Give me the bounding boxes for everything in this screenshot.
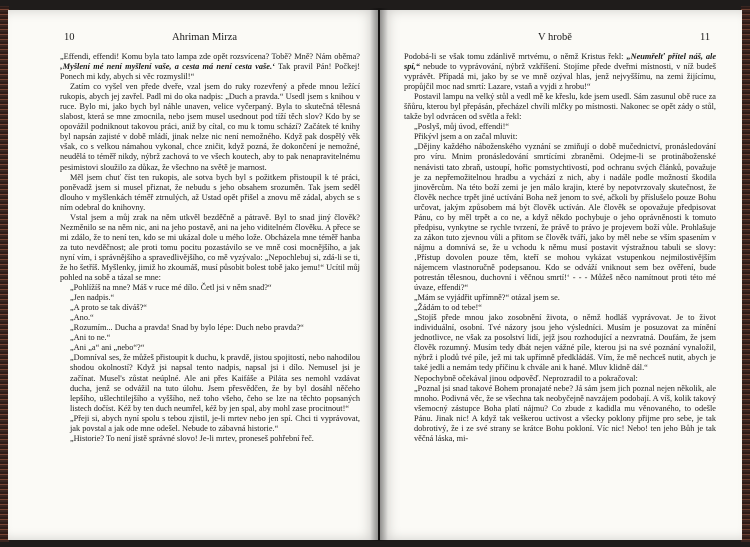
paragraph: [60, 333, 360, 343]
left-page: [8, 10, 378, 540]
paragraph: [60, 434, 360, 444]
text-run: nebude to vyprávování, nýbrž vzkříšení. Stojíme přede dveřmi místnosti, v níž budeš vyprávět. Případá mi, jako by se ve mně ozýval hlas, jenž nejvyššímu, na zemi žijícímu, propůjčil moc nad smrtí: Lazare, vstaň a vyjdi z hrobu!“: [404, 62, 716, 92]
text-run: „Mám se vyjádřit upřímně?“ otázal jsem se.: [414, 293, 560, 303]
book-edge-right: [741, 6, 750, 542]
paragraph: [404, 92, 716, 122]
quoted-emphasis: ‚Myšlení mé není myšlení vaše, a cesta má není cesta vaše.‘: [60, 62, 275, 72]
page-number: 11: [700, 32, 711, 43]
text-run: „Poslyš, můj úvod, effendi!“: [414, 122, 510, 132]
paragraph: [60, 173, 360, 213]
book-spine: [370, 8, 388, 541]
text-run: „Rozumím... Ducha a pravda! Snad by bylo lépe: Duch nebo pravda?“: [70, 323, 304, 333]
paragraph: [60, 353, 360, 413]
paragraph: [404, 374, 716, 384]
text-run: „Historie? To není jistě správné slovo! Je-li mrtev, proneseš pohřební řeč.: [70, 433, 314, 443]
text-run: Tak pravil Pán! Počkej! Ponech mi kdy, abych si věc rozmyslil!“: [60, 62, 360, 82]
right-page: [380, 10, 742, 540]
paragraph: [404, 142, 716, 293]
paragraph: [60, 213, 360, 283]
text-run: „Domníval ses, že můžeš přistoupit k duchu, k pravdě, jistou spojitostí, nebo nahodilou shodou okolností? Když jsi napsal tento nadpis, napsal jsi i dílo. Nemusel jsi je začínat. Musel's zůstat neúplné. Ale ani přes Kaifáše a Piláta ses nemohl vzdávat ducha, jenž se odvážil na tuto úlohu. Jsem přesvědčen, že by byl dosáhl něčeho lepšího, ušlechtilejšího a vyššího, než toho všeho, čeho se lze na těchto popsaných listech dočíst. Kéž by ten duch neumřel, kéž by jen spal, aby mohl zase procitnout!“: [70, 353, 360, 413]
text-run: Podobá-li se však tomu zdánlivě mrtvému, o němž Kristus řekl:: [404, 52, 627, 61]
text-run: „Stojíš přede mnou jako zosobnění života, o němž hodláš vyprávovat. Je to život individuální, osobní. Tvé názory jsou jeho výsledníci. Musím je posuzovat za mínění jednotlivce, ne však za posolství lidí, jejž jsou rozhodující a nezvratná. Doufám, že jsem člověk rozumný. Musím tedy dbát nejen vážné píle, kterou jsi na své poznání vynaložil, nýbrž i plodů tvé píle, jež mi tak upřímně předkládáš. Vím, že mě nechceš nutit, abych je také jedli a nemám tedy příčinu k chvále ani k hané. Mluv klidně dál.“: [414, 313, 716, 373]
paragraph: [60, 293, 360, 303]
paragraph: [404, 293, 716, 303]
paragraph: [60, 313, 360, 323]
page-number: 10: [64, 32, 75, 43]
paragraph: [404, 384, 716, 444]
paragraph: [60, 343, 360, 353]
text-run: „Effendi, effendi! Komu byla tato lampa zde opět rozsvícena? Tobě? Mně? Nám oběma?: [60, 52, 360, 61]
paragraph: [60, 323, 360, 333]
text-run: „Přeji si, abych nyní spolu s tebou zjistil, je-li mrtev nebo jen spí. Chci ti vyprávovat, jak povstal a jak ode mne odešel. Nebude to zábavná historie.“: [70, 413, 360, 433]
text-run: Měl jsem chuť číst ten rukopis, ale sotva bych byl s požitkem přistoupil k té práci, poněvadž jsem si musel přiznat, že nebudu s jeho obsahem srozuměn. Tak jsem seděl dlouho v myšlenkách téměř ztrnulých, až Ustad opět přišel a znovu mě zádal, abych se s ním odebral do knihovny.: [60, 172, 360, 212]
quoted-emphasis: „Neumřelť přítel náš, ale spí,“: [404, 52, 716, 72]
running-head: Ahriman Mirza: [172, 32, 238, 43]
text-run: „Ani to ne.“: [70, 333, 111, 343]
paragraph: [404, 313, 716, 373]
paragraph: [60, 414, 360, 434]
paragraph: [404, 52, 716, 92]
paragraph: [404, 122, 716, 132]
text-run: „Jen nadpis.“: [70, 293, 115, 303]
text-run: Postavil lampu na velký stůl a vedl mě ke křeslu, kde jsem usedl. Sám zasunul obě ruce za šňůru, kterou byl přepásán, přecházel chvíli mlčky po místnosti. Nakonec se opět zády o stůl, takže byl odvrácen od světla a řekl:: [404, 92, 716, 122]
text-run: „A proto se tak díváš?“: [70, 303, 147, 313]
text-run: „Poznal jsi snad takové Bohem pronajaté nebe? Já sám jsem jich poznal nejen několik, ale mnoho. Podivná věc, že se všechna tak neobyčejně navzájem podobají. A víš, kolik takový všemocný zástupce Boha platí nájmu? Co zbude z kadidla mu věnovaného, to odešle Pánu. Jinak nic! A když tak veškerou uctivost a všecky poklony přijme pro sebe, je tak dobrotivý, že i ze své strany se krátce Bohu pokloní. Víc nic! Nebo! ten jeho Bůh je tak věčná láska, mi-: [414, 383, 716, 443]
text-run: Zatím co vyšel ven přede dveře, vzal jsem do ruky rozevřený a přede mnou ležící rukopis, abych jej zavřel. Padl mi do oka nadpis: „Duch a pravda.“ Usedl jsem s knihou v ruce. Bylo mi, jako bych byl náhle unaven, velice vyčerpaný. Byla to skutečná tělesná slabost, která se mne zmocnila, nebo jsem musel usednout pod tíží těch slov? Kdo by se opovážil podniknout takovou práci, aniž by cítal, co mu k tomu schází? Začátek té knihy byl napsán zajisté v době mládí, jinak nelze nic není nemožného. Když pak dospělý věk však, co s velkou námahou vykonal, chce zničit, když pozná, že dokončení je nemožné, neudělá to téměř nikdy, nýbrž zachová to ve všech koutech, aby to pak nenapravitelnému pesimistovi sloužilo za důkaz, že všechno na světě je marnost.: [60, 82, 360, 172]
text-run: Nepochybně očekával jinou odpověď. Neprozradil to a pokračoval:: [414, 373, 638, 383]
paragraph: [404, 132, 716, 142]
text-run: Přikývl jsem a on začal mluvit:: [414, 132, 518, 142]
text-run: „Ani „a“ ani „nebo“?“: [70, 343, 145, 353]
text-run: „Pohlížíš na mne? Máš v ruce mé dílo. Četl jsi v něm snad?“: [70, 283, 272, 293]
text-run: „Žádám to od tebe!“: [414, 303, 482, 313]
paragraph: [60, 52, 360, 82]
text-run: „Ano.“: [70, 313, 94, 323]
paragraph: [60, 283, 360, 293]
paragraph: [60, 303, 360, 313]
page-body: [60, 52, 360, 444]
page-body: [404, 52, 716, 444]
paragraph: [60, 82, 360, 172]
text-run: Vstal jsem a můj zrak na něm utkvěl bezděčně a pátravě. Byl to snad jiný člověk? Nezměnilo se na něm nic, ani na jeho postavě, ani na jeho viditelném člověku. A přece se mi zdálo, že to není ten, kdo se mi ukázal dole u mého lože. Obcházela mne téměř hanba za tuto nevděčnost; ale proti tomu pocitu pozastávilo se ve mně cosi mocnějšího, a jak nyní vím, i správnějšího a spravedlivějšího, co mě vyzývalo: „Nepochlebuj si, zdá-li se ti, že ho šetříš. Myšlenky, jimiž ho zkoumáš, musí působit bolest tobě jako jemu!“ Ucítil můj pohled na sobě a tázal se mne:: [60, 212, 360, 283]
text-run: „Dějiny každého náboženského vyznání se zmiňují o době mučednictví, pronásledování pro víru. Mnim pronásledování smrtícími zbraněmi. Odejme-li se protináboženské nenávisti tato zbraň, ustoupí, hořic pomstychtivostí, pod ochranu svých článků, považuje je za nepřemožitelnou hradbu a vychází z nich, aby i nadále podle možností škodila jinověrcům. Na této boží zemi je jen málo krajin, které by nepotvrzovaly skutečnost, že člověk nechce trpět jiné uctívání Boha než jenom to své, ačkoli by příslušelo pouze Bohu určovat, jakým způsobem má být člověk uctíván. Ale člověk se opovažuje předpisovat Pánu, co by měl trpět a co ne, a když někdo pochybuje o jeho oprávněnosti k tomuto předpisu, vynkytne se rychle tvrzení, že právě to právo je projevem boží vůle. Prohlašuje za zákon tuto zjevnou vůli a přitom se člověk tváří, jako by měl nebe se vším spasením v nájmu a domnívá se, že u vchodu k němu musí postavit výstražnou tabuli se slovy: ‚Přístup dovolen pouze těm, kteří se mohou vykázat vstupenkou nejmilostivějším nájemcem vlastnoručně podepsanou. Kdo se odváží vniknout sem bez ověření, bude potrestán tělesnou, duchovní i věčnou smrtí!‘ - - - Můžeš něco namítnout proti této mé úvaze, effendi?“: [414, 142, 716, 293]
running-head: V hrobě: [538, 32, 572, 43]
paragraph: [404, 303, 716, 313]
